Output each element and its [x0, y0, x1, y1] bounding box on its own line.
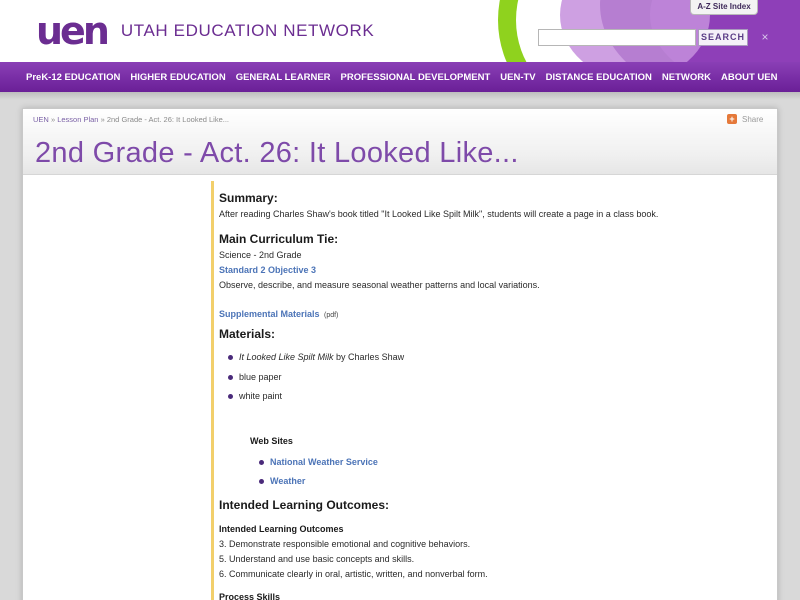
outcome-item: 3. Demonstrate responsible emotional and cognitive behaviors. [219, 539, 471, 549]
bullet-icon [228, 394, 233, 399]
nav-item-about-uen[interactable]: ABOUT UEN [720, 71, 778, 83]
bullet-icon [228, 355, 233, 360]
breadcrumb [33, 115, 229, 124]
summary-heading: Summary: [219, 191, 278, 205]
page-title: 2nd Grade - Act. 26: It Looked Like... [35, 137, 519, 169]
content-panel [22, 108, 778, 600]
outcomes-heading: Intended Learning Outcomes: [219, 498, 390, 512]
material-book-author: by Charles Shaw [333, 352, 405, 362]
curriculum-standard-link[interactable]: Standard 2 Objective 3 [219, 265, 317, 275]
breadcrumb-link-uen[interactable]: UEN [33, 115, 49, 124]
nav-item-network[interactable]: NETWORK [661, 71, 711, 83]
summary-text: After reading Charles Shaw's book titled "It Looked Like Spilt Milk", students will create a page in a class book. [219, 209, 659, 219]
bullet-icon [259, 479, 264, 484]
bullet-icon [228, 375, 233, 380]
curriculum-text: Observe, describe, and measure seasonal weather patterns and local variations. [219, 280, 540, 290]
outcome-item: 5. Understand and use basic concepts and skills. [219, 554, 415, 564]
breadcrumb-separator: » [50, 115, 56, 124]
share-label: Share [742, 114, 764, 124]
logo-mark: uen [36, 9, 107, 53]
search-button[interactable]: SEARCH [698, 29, 748, 46]
outcomes-subheading: Intended Learning Outcomes [219, 524, 344, 534]
material-item [239, 352, 404, 362]
bullet-icon [259, 460, 264, 465]
process-skills-heading: Process Skills [219, 592, 281, 600]
material-item: white paint [239, 391, 283, 401]
materials-heading: Materials: [219, 327, 276, 341]
supplemental-materials-link[interactable]: Supplemental Materials [219, 309, 320, 319]
website-link-national-weather-service[interactable]: National Weather Service [270, 457, 378, 467]
supplemental-note: (pdf) [323, 312, 339, 319]
search-input[interactable] [538, 29, 696, 46]
websites-heading: Web Sites [250, 436, 293, 446]
curriculum-heading: Main Curriculum Tie: [219, 232, 339, 246]
nav-item-higher-education[interactable]: HIGHER EDUCATION [130, 71, 226, 83]
breadcrumb-separator: » [100, 115, 105, 124]
outcome-item: 6. Communicate clearly in oral, artistic, written, and nonverbal form. [219, 569, 488, 579]
main-nav [0, 62, 800, 92]
supplemental-row [219, 304, 338, 322]
close-icon[interactable]: × [761, 30, 769, 44]
breadcrumb-current: 2nd Grade - Act. 26: It Looked Like... [106, 115, 230, 124]
material-book-title: It Looked Like Spilt Milk [239, 352, 334, 362]
uen-logo[interactable] [36, 9, 375, 53]
nav-item-distance-education[interactable]: DISTANCE EDUCATION [545, 71, 652, 83]
nav-shadow [0, 92, 800, 100]
material-item: blue paper [239, 372, 282, 382]
site-header [0, 0, 800, 62]
website-link-weather[interactable]: Weather [270, 476, 306, 486]
nav-item-uen-tv[interactable]: UEN-TV [500, 71, 536, 83]
breadcrumb-link-lesson-plan[interactable]: Lesson Plan [57, 115, 99, 124]
lesson-content [211, 181, 731, 600]
az-site-index-link[interactable]: A-Z Site Index [690, 0, 758, 15]
nav-item-general-learner[interactable]: GENERAL LEARNER [235, 71, 331, 83]
share-icon: + [727, 114, 737, 124]
share-button[interactable] [727, 114, 763, 124]
logo-text: UTAH EDUCATION NETWORK [120, 21, 375, 40]
title-area [23, 109, 777, 175]
nav-item-prek12[interactable]: PreK-12 EDUCATION [26, 71, 121, 83]
nav-item-professional-development[interactable]: PROFESSIONAL DEVELOPMENT [340, 71, 491, 83]
curriculum-subject: Science - 2nd Grade [219, 250, 302, 260]
